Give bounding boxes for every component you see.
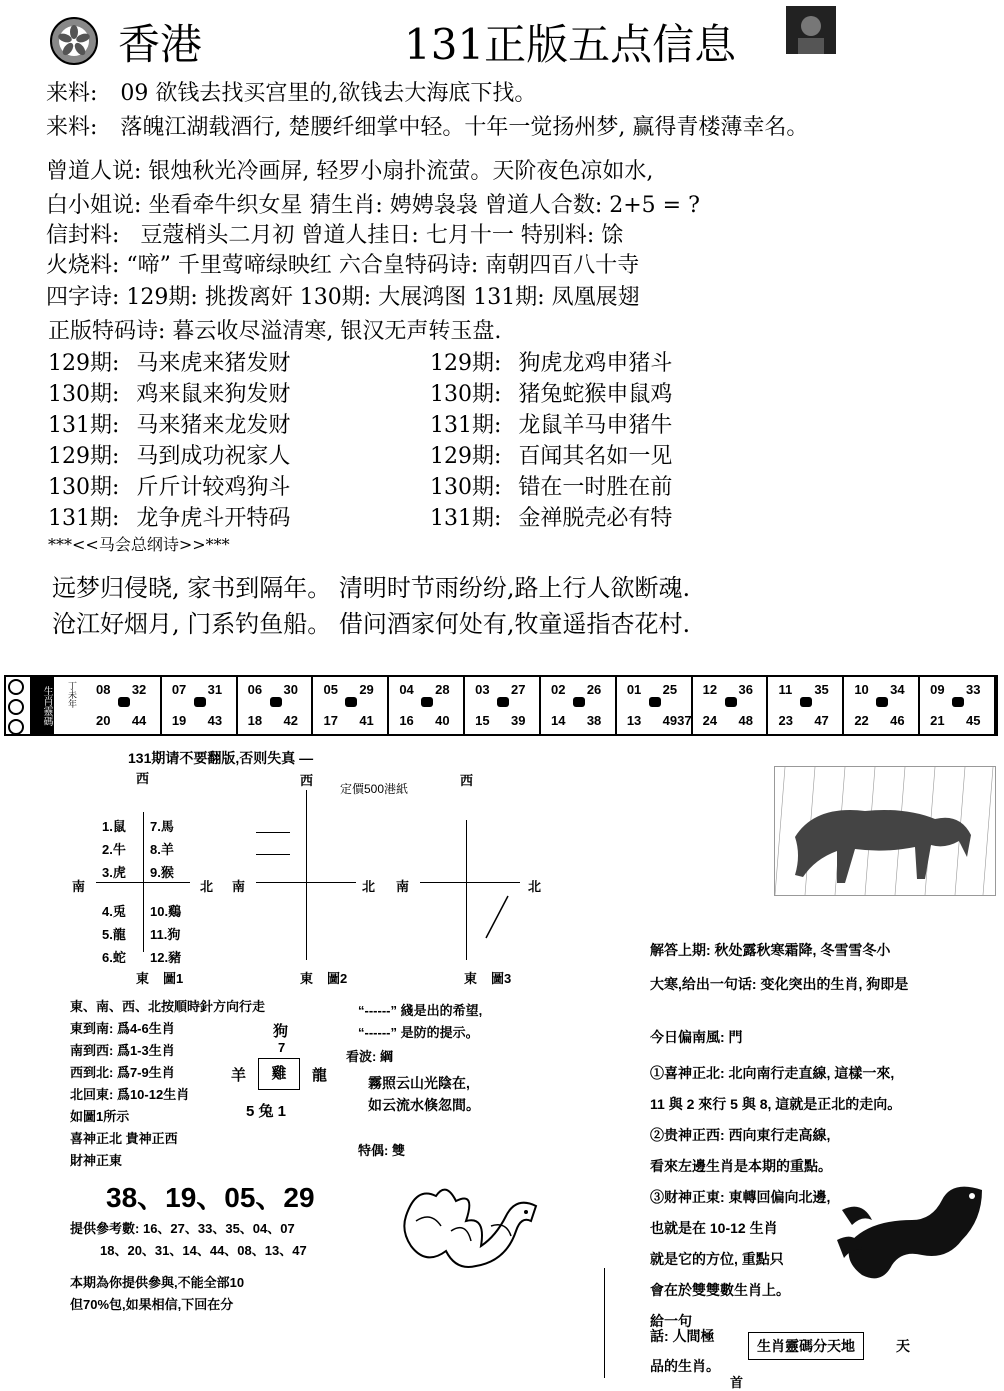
zodiac-animal-icon [876, 697, 888, 707]
diagram3-hline [420, 882, 520, 883]
cell-number: 16 [399, 713, 414, 728]
diagram2-north: 北 [362, 879, 376, 894]
cell-number: 45 [965, 713, 981, 728]
line-text: 09 欲钱去找买宫里的,欲钱去大海底下找。 [120, 81, 537, 106]
line-label: 来料: [46, 81, 98, 106]
cell-number: 03 [475, 682, 490, 697]
cell-number: 23 [778, 713, 793, 728]
cell-number: 11 [778, 682, 793, 697]
list-item: 11 與 2 來行 5 與 8, 這就是正北的走向。 [650, 1096, 902, 1112]
center-bottom: 5 兔 1 [246, 1103, 287, 1120]
line-text: 豆蔻梢头二月初 曾道人挂日: 七月十一 特别料: 馀 [140, 223, 624, 248]
note: 本期為你提供參與,不能全部10 但70%包,如果相信,下回在分 [70, 1275, 245, 1312]
cell-number: 12 [702, 682, 718, 697]
zodiac-cell [238, 677, 314, 734]
cell-number: 47 [814, 713, 829, 728]
diagram1-list-right [150, 815, 181, 969]
main-numbers: 38、19、05、29 [106, 1182, 315, 1213]
list-item: 北回東: 爲10-12生肖 [70, 1087, 190, 1102]
cell-number: 14 [551, 713, 566, 728]
hope-line-2: “------” 是防的提示。 [358, 1025, 479, 1040]
circle-icon [8, 719, 24, 735]
cell-number: 13 [626, 713, 642, 728]
diagram2-vline [306, 790, 307, 960]
zodiac-cell [86, 677, 162, 734]
cell-number: 02 [551, 682, 566, 697]
list-item: 東到南: 爲4-6生肖 [70, 1021, 175, 1036]
diagram2-east: 東 圖2 [300, 971, 348, 986]
diagram2-south: 南 [232, 879, 246, 894]
zodiac-animal-icon [649, 697, 661, 707]
divider-line [604, 1268, 605, 1378]
cell-number: 26 [586, 682, 602, 697]
list-item: ②贵神正西: 西向東行走高線, [650, 1127, 831, 1143]
cell-number: 22 [854, 713, 869, 728]
strip-label: 生肖靈碼 [41, 685, 52, 726]
cell-number: 38 [586, 713, 602, 728]
list-item: 4.兎 [102, 904, 126, 919]
answer-line-1: 解答上期: 秋处露秋寒霜降, 冬雪雪冬小 [650, 942, 891, 958]
list-item: 131期: 马来猪来龙发财 [48, 413, 291, 438]
period-list-right [430, 348, 672, 534]
list-item: 12.豬 [150, 950, 182, 965]
special-text: 特偶: 雙 [358, 1143, 405, 1158]
zodiac-animal-icon [497, 697, 509, 707]
cell-number: 31 [207, 682, 223, 697]
list-item: 130期: 斤斤计较鸡狗斗 [48, 475, 291, 500]
line-text: 129期: 挑拨离奸 130期: 大展鸿图 131期: 凤凰展翅 [126, 285, 640, 310]
ref-label: 提供參考數: [70, 1221, 140, 1236]
cell-number: 29 [359, 682, 374, 697]
zodiac-cell [769, 677, 845, 734]
look-text: 看波: 綱 [346, 1049, 393, 1064]
list-item: 西到北: 爲7-9生肖 [70, 1065, 175, 1080]
list-item: 131期: 金禅脱壳必有特 [430, 506, 673, 531]
footer-char: 首 [730, 1375, 744, 1390]
diagram2-dash [256, 854, 290, 855]
line-label: 正版特码诗: [48, 319, 166, 344]
line-label: 火烧料: [46, 253, 120, 278]
list-item: 就是它的方位, 重點只 [650, 1251, 784, 1267]
list-item: 給一句 [650, 1313, 692, 1329]
cell-number: 44 [131, 713, 147, 728]
line-8 [48, 314, 501, 345]
list-item: 如圖1所示 [70, 1109, 130, 1124]
cell-number: 09 [930, 682, 945, 697]
zodiac-animal-icon [800, 697, 812, 707]
list-item: 129期: 狗虎龙鸡申猪斗 [430, 351, 673, 376]
circle-icon [8, 699, 24, 715]
list-item: 129期: 马到成功祝家人 [48, 444, 291, 469]
cell-number: 19 [171, 713, 187, 728]
horse-illustration [774, 766, 996, 896]
zodiac-cell [162, 677, 238, 734]
list-item: 129期: 百闻其名如一见 [430, 444, 673, 469]
zodiac-cell [693, 677, 769, 734]
list-item: 5.龍 [102, 927, 126, 942]
list-item: 3.虎 [102, 865, 126, 880]
line-3 [46, 154, 653, 185]
cell-number: 4937 [662, 713, 692, 728]
line-6 [46, 248, 639, 279]
cell-number: 27 [510, 682, 526, 697]
zodiac-animal-icon [421, 697, 433, 707]
line-4 [46, 188, 700, 219]
zodiac-cell [389, 677, 465, 734]
list-item: 8.羊 [150, 842, 174, 857]
price-text: 定價500港紙 [340, 782, 409, 796]
diagram1-north: 北 [200, 879, 214, 894]
saying-tail: 天 [896, 1338, 910, 1354]
diagram3-east: 東 圖3 [464, 971, 512, 986]
list-item: 131期: 龙争虎斗开特码 [48, 506, 291, 531]
cell-number: 46 [890, 713, 905, 728]
center-top: 狗 [273, 1023, 289, 1040]
cell-number: 32 [131, 682, 147, 697]
circle-icon [8, 679, 24, 695]
poem-line-1: 远梦归侵晓, 家书到隔年。 清明时节雨纷纷,路上行人欲断魂. [52, 574, 691, 602]
diagram3-diagonal [484, 894, 510, 944]
list-item: 11.狗 [150, 927, 181, 942]
issue-title: 131正版五点信息 [404, 20, 737, 69]
cell-number: 07 [171, 682, 187, 697]
list-item: 129期: 马来虎来猪发财 [48, 351, 291, 376]
hope-line-1: “------” 綫是出的希望, [358, 1003, 483, 1018]
line-5 [46, 218, 623, 249]
list-item: 7.馬 [150, 819, 174, 834]
cell-number: 17 [323, 713, 338, 728]
zodiac-animal-icon [573, 697, 585, 707]
zodiac-cell [920, 677, 996, 734]
zodiac-cell [844, 677, 920, 734]
list-item: ①喜神正北: 北向南行走直線, 這樣一來, [650, 1065, 895, 1081]
cell-number: 20 [96, 713, 111, 728]
portrait-photo [786, 6, 836, 54]
line-text: 银烛秋光冷画屏, 轻罗小扇扑流萤。天阶夜色凉如水, [148, 159, 654, 184]
list-item: 130期: 鸡来鼠来狗发财 [48, 382, 291, 407]
period-list-left [48, 348, 290, 534]
line-label: 来料: [46, 115, 98, 140]
saying-box: 生肖靈碼分天地 [748, 1332, 864, 1360]
line-text: 落魄江湖载酒行, 楚腰纤细掌中轻。十年一觉扬州梦, 赢得青楼薄幸名。 [120, 115, 809, 140]
list-item: 130期: 错在一时胜在前 [430, 475, 673, 500]
zodiac-cell [314, 677, 390, 734]
saying-label: 話: 人間極 [650, 1328, 715, 1344]
line-label: 曾道人说: [46, 159, 142, 184]
line-text: 暮云收尽溢清寒, 银汉无声转玉盘. [172, 319, 502, 344]
cell-number: 48 [738, 713, 753, 728]
cell-number: 36 [738, 682, 753, 697]
cell-number: 30 [283, 682, 298, 697]
cell-number: 21 [930, 713, 945, 728]
list-item: 9.猴 [150, 865, 174, 880]
cell-number: 35 [814, 682, 829, 697]
center-seven: 7 [278, 1040, 286, 1055]
diagram3-south: 南 [396, 879, 410, 894]
line-1 [46, 76, 536, 107]
ref-numbers-1: 16、27、33、35、04、07 [142, 1221, 295, 1236]
cell-number: 06 [247, 682, 263, 697]
warning-text: 131期请不要翻版,否则失真 — [128, 750, 314, 766]
ref-numbers [70, 1218, 307, 1262]
diagram1-list-left [102, 815, 126, 969]
diagram2-dash [256, 832, 290, 833]
horse-poem-header: ***<<马会总纲诗>>*** [48, 535, 230, 554]
list-item: 看來左邊生肖是本期的重點。 [650, 1158, 832, 1174]
list-item: 131期: 龙鼠羊马申猪牛 [430, 413, 673, 438]
cell-number: 41 [359, 713, 374, 728]
cell-number: 34 [890, 682, 905, 697]
list-item: 130期: 猪兔蛇猴申鼠鸡 [430, 382, 673, 407]
diagram2-hline [256, 882, 356, 883]
center-right: 龍 [312, 1067, 328, 1084]
cell-number: 08 [96, 682, 111, 697]
line-label: 四字诗: [46, 285, 120, 310]
diagram1-east: 東 圖1 [136, 971, 184, 986]
list-item: 6.蛇 [102, 950, 126, 965]
line-text: “啼” 千里莺啼绿映红 六合皇特码诗: 南朝四百八十寺 [126, 253, 640, 278]
list-item: 1.鼠 [102, 819, 126, 834]
cell-number: 05 [323, 682, 338, 697]
cell-number: 25 [662, 682, 678, 697]
saying-end: 品的生肖。 [650, 1358, 720, 1374]
zodiac-strip [4, 675, 998, 736]
snake-illustration [832, 1180, 992, 1290]
zodiac-cell [617, 677, 693, 734]
cell-number: 40 [435, 713, 450, 728]
cell-number: 33 [965, 682, 981, 697]
list-item: ③财神正東: 東轉回偏向北邊, [650, 1189, 831, 1205]
strip-circles [8, 679, 30, 739]
diagram2-west: 西 [300, 773, 314, 788]
line-7 [46, 280, 640, 311]
ref-numbers-2: 18、20、31、14、44、08、13、47 [100, 1243, 307, 1258]
zodiac-cell [541, 677, 617, 734]
zodiac-animal-icon [270, 697, 282, 707]
diagram3-west: 西 [460, 773, 474, 788]
list-item: 財神正東 [70, 1153, 123, 1168]
line-2 [46, 110, 808, 141]
list-item: 也就是在 10-12 生肖 [650, 1220, 778, 1236]
cell-number: 39 [510, 713, 526, 728]
strip-cells [86, 677, 996, 734]
list-item: 會在於雙雙數生肖上。 [650, 1282, 790, 1298]
diagram1-south: 南 [72, 879, 86, 894]
line-label: 信封料: [46, 223, 120, 248]
cell-number: 01 [626, 682, 642, 697]
poem-line-2: 沧江好烟月, 门系钓鱼船。 借问酒家何处有,牧童遥指杏花村. [52, 610, 691, 638]
today-title: 今日偏南風: 門 [650, 1029, 743, 1045]
emblem [46, 16, 102, 66]
answer-line-2: 大寒,给出一句话: 变化突出的生肖, 狗即是 [650, 976, 909, 992]
list-item: 南到西: 爲1-3生肖 [70, 1043, 175, 1058]
zodiac-animal-icon [345, 697, 357, 707]
center-left: 羊 [231, 1067, 247, 1084]
fog-poem: 霧照云山光陰在, 如云流水倏忽間。 [368, 1075, 480, 1113]
cell-number: 43 [207, 713, 223, 728]
diagram3-north: 北 [528, 879, 542, 894]
cell-number: 18 [247, 713, 263, 728]
cell-number: 42 [283, 713, 298, 728]
list-item: 喜神正北 貴神正西 [70, 1131, 178, 1146]
cell-number: 15 [475, 713, 490, 728]
zodiac-cell [465, 677, 541, 734]
diagram1-west: 西 [136, 771, 150, 786]
cell-number: 10 [854, 682, 869, 697]
list-item: 東、南、西、北按順時針方向行走 [70, 999, 266, 1014]
cell-number: 24 [702, 713, 718, 728]
diagram3-vline [466, 820, 467, 960]
zodiac-animal-icon [118, 697, 130, 707]
zodiac-animal-icon [194, 697, 206, 707]
cell-number: 04 [399, 682, 414, 697]
line-label: 白小姐说: [46, 193, 142, 218]
strip-label-box [30, 677, 54, 734]
dragon-illustration [396, 1176, 546, 1276]
list-item: 2.牛 [102, 842, 126, 857]
center-box: 雞 [258, 1058, 300, 1090]
zodiac-animal-icon [725, 697, 737, 707]
strip-year: 丁未年 [66, 681, 76, 708]
zodiac-animal-icon [952, 697, 964, 707]
line-text: 坐看牵牛织女星 猜生肖: 娉娉袅袅 曾道人合数: 2+5 = ? [148, 193, 700, 218]
cell-number: 28 [435, 682, 450, 697]
list-item: 10.鷄 [150, 904, 182, 919]
region-title: 香港 [118, 20, 203, 69]
